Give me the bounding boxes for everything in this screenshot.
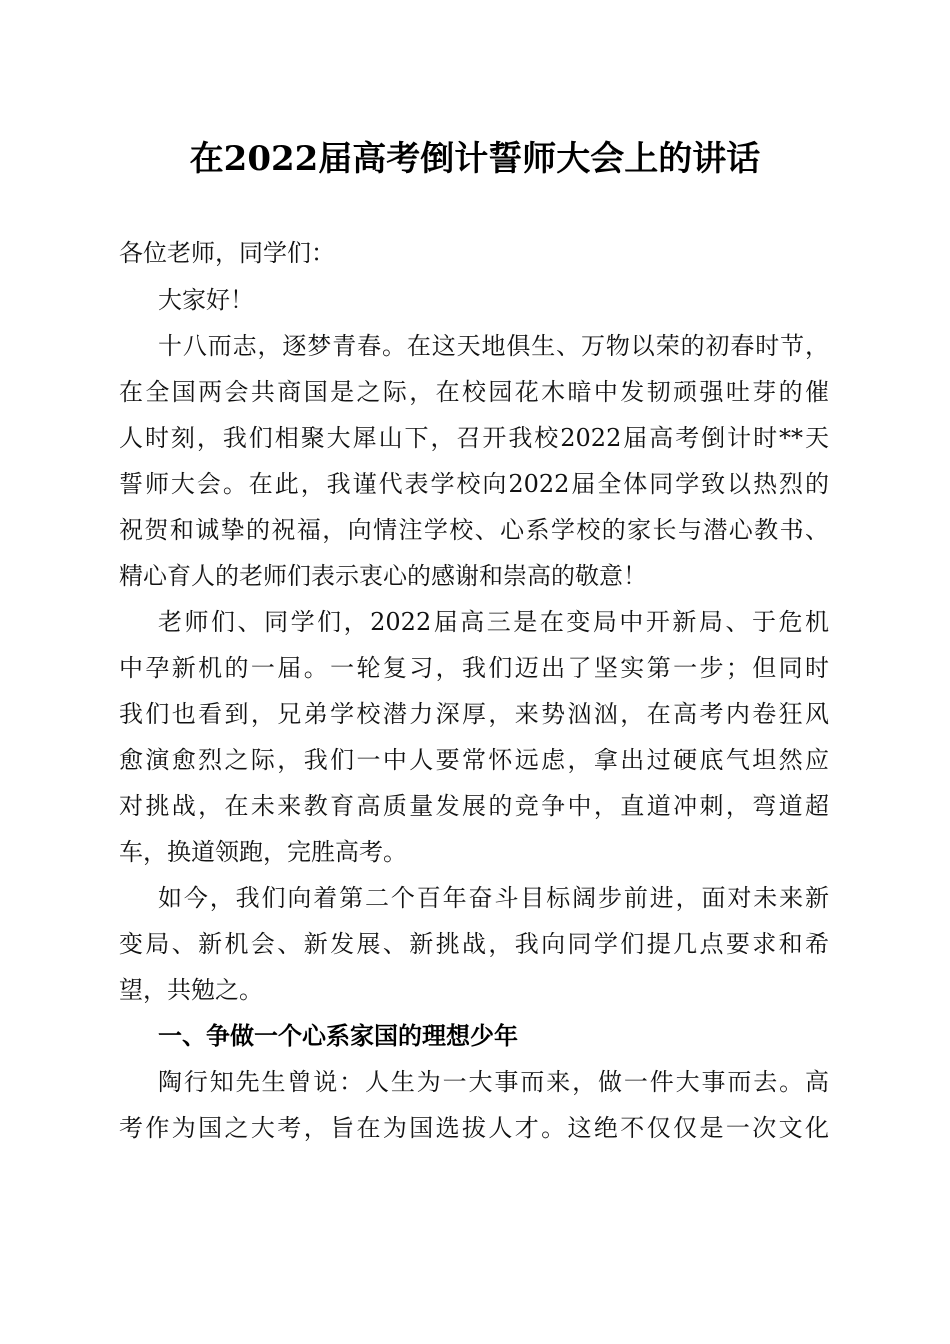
paragraph-2-line-5: 对挑战，在未来教育高质量发展的竞争中，直道冲刺，弯道超	[119, 792, 829, 820]
greeting: 大家好！	[158, 286, 254, 314]
paragraph-1-line-5: 祝贺和诚挚的祝福，向情注学校、心系学校的家长与潜心教书、	[119, 516, 829, 544]
paragraph-2-line-1: 老师们、同学们，2022届高三是在变局中开新局、于危机	[158, 608, 829, 636]
section-1-heading: 一、争做一个心系家国的理想少年	[158, 1022, 518, 1050]
paragraph-2-line-3: 我们也看到，兄弟学校潜力深厚，来势汹汹，在高考内卷狂风	[119, 700, 829, 728]
paragraph-1-line-4: 誓师大会。在此，我谨代表学校向2022届全体同学致以热烈的	[119, 470, 829, 498]
paragraph-3-line-3: 望，共勉之。	[119, 976, 263, 1004]
paragraph-1-line-1: 十八而志，逐梦青春。在这天地俱生、万物以荣的初春时节，	[158, 332, 829, 360]
paragraph-1-line-2: 在全国两会共商国是之际，在校园花木暗中发韧顽强吐芽的催	[119, 378, 829, 406]
paragraph-3-line-2: 变局、新机会、新发展、新挑战，我向同学们提几点要求和希	[119, 930, 829, 958]
paragraph-3-line-1: 如今，我们向着第二个百年奋斗目标阔步前进，面对未来新	[158, 884, 829, 912]
document-title: 在2022届高考倒计誓师大会上的讲话	[189, 139, 761, 179]
paragraph-2-line-2: 中孕新机的一届。一轮复习，我们迈出了坚实第一步；但同时	[119, 654, 829, 682]
salutation: 各位老师，同学们：	[119, 239, 335, 267]
paragraph-1-line-3: 人时刻，我们相聚大犀山下，召开我校2022届高考倒计时**天	[119, 424, 829, 452]
paragraph-4-line-1: 陶行知先生曾说：人生为一大事而来，做一件大事而去。高	[158, 1068, 829, 1096]
paragraph-2-line-6: 车，换道领跑，完胜高考。	[119, 838, 407, 866]
paragraph-1-line-6: 精心育人的老师们表示衷心的感谢和崇高的敬意！	[119, 562, 647, 590]
paragraph-4-line-2: 考作为国之大考，旨在为国选拔人才。这绝不仅仅是一次文化	[119, 1114, 829, 1142]
paragraph-2-line-4: 愈演愈烈之际，我们一中人要常怀远虑，拿出过硬底气坦然应	[119, 746, 829, 774]
